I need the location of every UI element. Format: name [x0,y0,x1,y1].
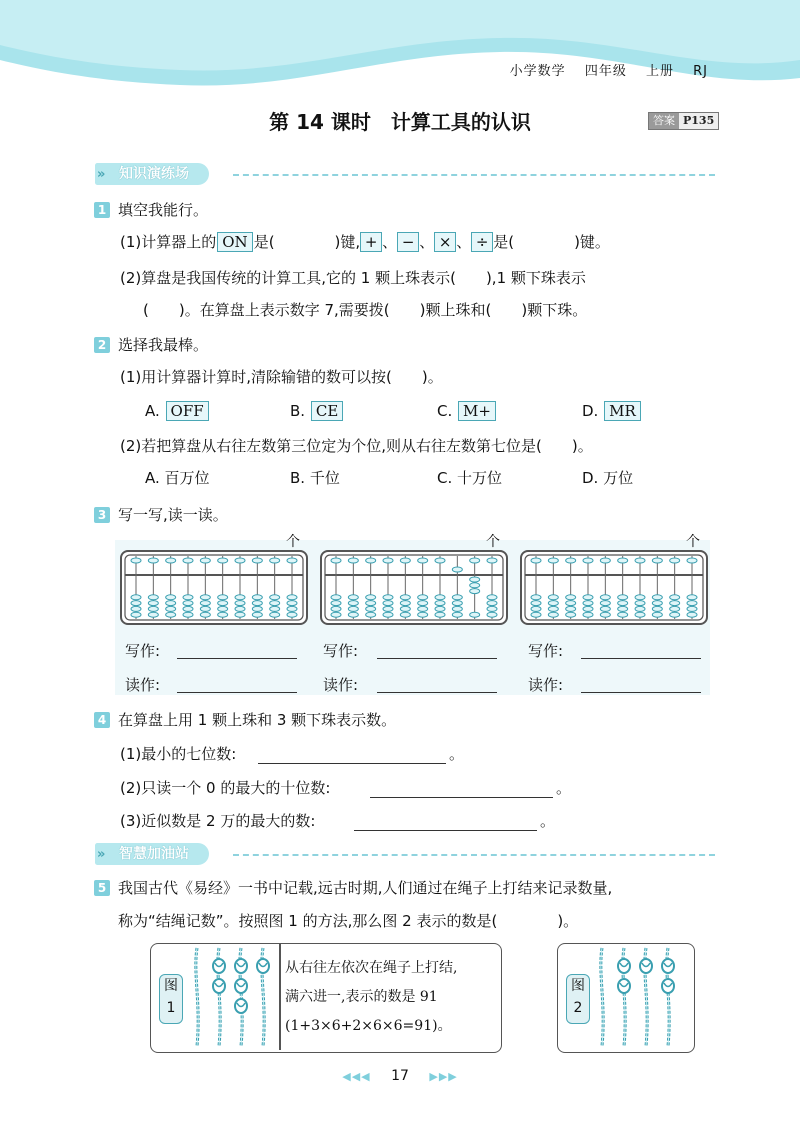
q5-line2: 称为“结绳记数”。按照图 1 的方法,那么图 2 表示的数是( )。 [118,912,579,930]
upper-bead [287,558,297,563]
lower-bead [366,601,376,606]
note-line: 从右往左依次在绳子上打结, [285,960,458,976]
figure-2 [557,943,695,1053]
lower-bead [600,601,610,606]
lower-bead [687,595,697,600]
lower-bead [487,606,497,611]
lower-bead [270,595,280,600]
figure-1-ropes [185,944,285,1050]
lower-bead [566,612,576,617]
write-label: 写作: [528,642,564,660]
lower-bead [235,601,245,606]
figure-2-ropes [590,944,690,1050]
period: 。 [556,779,572,797]
lower-bead [470,577,480,582]
lower-bead [670,612,680,617]
write-line[interactable] [177,658,297,659]
lower-bead [435,601,445,606]
upper-bead [600,558,610,563]
lower-bead [183,612,193,617]
lower-bead [252,612,262,617]
write-label: 写作: [125,642,161,660]
answer-line[interactable] [354,830,537,831]
lower-bead [348,595,358,600]
q2-p2-option-a[interactable]: A. 百万位 [145,469,210,487]
write-label: 写作: [323,642,359,660]
volume: 上册 [645,64,674,79]
lower-bead [131,595,141,600]
lower-bead [348,606,358,611]
section-title-practice: 知识演练场 [95,163,209,185]
lower-bead [166,601,176,606]
lower-bead [348,612,358,617]
lower-bead [452,606,462,611]
lower-bead [366,612,376,617]
lower-bead [148,606,158,611]
lower-bead [366,595,376,600]
upper-bead [183,558,193,563]
lower-bead [148,612,158,617]
lower-bead [331,612,341,617]
upper-bead [618,558,628,563]
read-line[interactable] [177,692,297,693]
read-label: 读作: [323,676,359,694]
lower-bead [600,612,610,617]
lower-bead [452,612,462,617]
upper-bead [670,558,680,563]
upper-bead [148,558,158,563]
abacus-area [115,540,710,695]
ones-place-label: 个 [286,534,300,550]
left-arrows-icon: ◀◀◀ [342,1070,371,1083]
lower-bead [148,601,158,606]
lower-bead [218,601,228,606]
on-key: ON [217,232,252,252]
option-letter: A. [145,402,160,420]
lower-bead [687,601,697,606]
option-letter: D. [582,402,599,420]
lower-bead [470,589,480,594]
chevron-right-icon: » [97,847,106,862]
knots-figures [150,943,695,1055]
q2-option-c[interactable] [437,401,497,421]
lower-bead [131,601,141,606]
lower-bead [252,595,262,600]
upper-bead [635,558,645,563]
lower-bead [583,601,593,606]
upper-bead [348,558,358,563]
ce-key: CE [311,401,343,421]
lower-bead [470,612,480,617]
lower-bead [583,606,593,611]
subject: 小学数学 [509,64,566,79]
upper-bead [331,558,341,563]
read-line[interactable] [581,692,701,693]
figure-1 [150,943,502,1053]
lower-bead [487,601,497,606]
lower-bead [270,606,280,611]
q1-title: 填空我能行。 [118,201,209,219]
lower-bead [470,583,480,588]
lower-bead [287,595,297,600]
read-label: 读作: [125,676,161,694]
right-arrows-icon: ▶▶▶ [429,1070,458,1083]
q5-line1: 我国古代《易经》一书中记载,远古时期,人们通过在绳子上打结来记录数量, [118,879,613,897]
write-line[interactable] [581,658,701,659]
lower-bead [331,606,341,611]
lower-bead [331,601,341,606]
lower-bead [652,612,662,617]
period: 。 [449,745,465,763]
lower-bead [418,601,428,606]
lower-bead [635,612,645,617]
upper-bead [452,567,462,572]
abacus-2 [320,550,508,625]
figure-1-note [285,954,495,1041]
upper-bead [400,558,410,563]
upper-bead [270,558,280,563]
q1-part1-text-a: (1)计算器上的 [120,233,217,251]
lower-bead [435,595,445,600]
q1-part1-text-c: 是( )键。 [493,233,610,251]
lower-bead [435,606,445,611]
lower-bead [183,595,193,600]
lower-bead [348,601,358,606]
ones-place-label: 个 [486,534,500,550]
ones-place-label: 个 [686,534,700,550]
lower-bead [383,606,393,611]
lower-bead [148,595,158,600]
grade: 四年级 [584,64,627,79]
lower-bead [670,595,680,600]
lower-bead [235,612,245,617]
lower-bead [418,606,428,611]
upper-bead [548,558,558,563]
lower-bead [166,595,176,600]
upper-bead [252,558,262,563]
lower-bead [487,612,497,617]
lower-bead [383,612,393,617]
upper-bead [566,558,576,563]
q4-part2: (2)只读一个 0 的最大的十位数: [120,779,331,797]
question-number: 2 [94,337,110,353]
page-footer [0,1068,800,1084]
minus-key: − [397,232,419,252]
answer-line[interactable] [258,763,446,764]
read-line[interactable] [377,692,497,693]
lower-bead [687,612,697,617]
lower-bead [400,606,410,611]
lower-bead [400,601,410,606]
lower-bead [452,595,462,600]
lower-bead [452,601,462,606]
q2-part2: (2)若把算盘从右往左数第三位定为个位,则从右往左数第七位是( )。 [120,437,593,455]
lower-bead [652,601,662,606]
upper-bead [652,558,662,563]
q2-p2-option-d[interactable]: D. 万位 [582,469,634,487]
q3-title: 写一写,读一读。 [118,506,228,524]
q1-part1: (1)计算器上的 ON 是( )键, + 、 − 、 × 、 ÷ 是( )键。 [120,233,610,251]
read-label: 读作: [528,676,564,694]
lower-bead [531,606,541,611]
lower-bead [635,595,645,600]
lower-bead [618,595,628,600]
lower-bead [635,601,645,606]
q1-part1-text-b: 是( )键, [253,233,361,251]
q1-part2-line2: ( )。在算盘上表示数字 7,需要拨( )颗上珠和( )颗下珠。 [143,301,588,319]
question-number: 1 [94,202,110,218]
upper-bead [418,558,428,563]
lower-bead [218,612,228,617]
lower-bead [383,595,393,600]
lower-bead [200,601,210,606]
lower-bead [200,595,210,600]
lower-bead [548,606,558,611]
m-plus-key: M+ [458,401,496,421]
multiply-key: × [434,232,456,252]
q4-part1: (1)最小的七位数: [120,745,237,763]
answer-tag[interactable] [648,112,719,130]
section-banner-challenge [95,843,715,867]
lesson-title: 第 14 课时 计算工具的认识 [269,110,531,134]
figure-2-label: 图 2 [566,974,590,1024]
lower-bead [331,595,341,600]
lower-bead [583,612,593,617]
note-line: (1+3×6+2×6×6=91)。 [285,1018,452,1034]
q2-p2-option-c[interactable]: C. 十万位 [437,469,503,487]
edition: RJ [693,64,708,79]
dashed-divider [233,174,715,176]
lower-bead [531,601,541,606]
lower-bead [183,606,193,611]
section-title-challenge: 智慧加油站 [95,843,209,865]
upper-bead [583,558,593,563]
abacus-3 [520,550,708,625]
upper-bead [531,558,541,563]
lower-bead [200,606,210,611]
q4-title: 在算盘上用 1 颗上珠和 3 颗下珠表示数。 [118,711,397,729]
lower-bead [287,601,297,606]
upper-bead [366,558,376,563]
upper-bead [435,558,445,563]
lower-bead [131,612,141,617]
figure-divider [279,944,281,1050]
upper-bead [687,558,697,563]
lower-bead [566,595,576,600]
lower-bead [252,601,262,606]
figure-1-label: 图 1 [159,974,183,1024]
lower-bead [418,612,428,617]
question-number: 5 [94,880,110,896]
q2-option-a[interactable] [145,401,210,421]
lower-bead [252,606,262,611]
lower-bead [670,601,680,606]
answer-label: 答案 [649,113,679,129]
header-wave [0,0,800,95]
question-number: 3 [94,507,110,523]
lower-bead [652,595,662,600]
lower-bead [566,601,576,606]
option-letter: B. [290,402,306,420]
lower-bead [166,612,176,617]
lower-bead [548,595,558,600]
chevron-right-icon: » [97,167,106,182]
question-number: 4 [94,712,110,728]
lower-bead [687,606,697,611]
q1-part2-line1: (2)算盘是我国传统的计算工具,它的 1 颗上珠表示( ),1 颗下珠表示 [120,269,586,287]
lower-bead [235,595,245,600]
lower-bead [400,595,410,600]
q2-title: 选择我最棒。 [118,336,209,354]
upper-bead [235,558,245,563]
lower-bead [531,595,541,600]
lower-bead [548,601,558,606]
lower-bead [600,606,610,611]
write-line[interactable] [377,658,497,659]
lower-bead [218,606,228,611]
dashed-divider [233,854,715,856]
lower-bead [618,606,628,611]
lower-bead [366,606,376,611]
q2-p2-option-b[interactable]: B. 千位 [290,469,340,487]
lower-bead [270,601,280,606]
lower-bead [287,612,297,617]
abacus-1 [120,550,308,625]
section-banner-practice [95,163,715,187]
lower-bead [635,606,645,611]
plus-key: + [360,232,382,252]
lower-bead [583,595,593,600]
lower-bead [383,601,393,606]
mr-key: MR [604,401,641,421]
upper-bead [383,558,393,563]
lower-bead [435,612,445,617]
lower-bead [183,601,193,606]
option-letter: C. [437,402,453,420]
upper-bead [470,558,480,563]
lower-bead [618,612,628,617]
lower-bead [287,606,297,611]
lower-bead [670,606,680,611]
page-number: 17 [391,1068,409,1084]
upper-bead [487,558,497,563]
lower-bead [548,612,558,617]
answer-line[interactable] [370,797,553,798]
lower-bead [218,595,228,600]
off-key: OFF [166,401,209,421]
lower-bead [600,595,610,600]
lower-bead [531,612,541,617]
answer-page: P135 [679,113,718,129]
period: 。 [540,812,556,830]
lower-bead [652,606,662,611]
q2-option-d[interactable] [582,401,642,421]
lower-bead [131,606,141,611]
lower-bead [487,595,497,600]
lower-bead [566,606,576,611]
q2-option-b[interactable] [290,401,344,421]
note-line: 满六进一,表示的数是 91 [285,989,438,1005]
upper-bead [218,558,228,563]
lower-bead [166,606,176,611]
lower-bead [400,612,410,617]
upper-bead [200,558,210,563]
lower-bead [418,595,428,600]
divide-key: ÷ [471,232,493,252]
lower-bead [270,612,280,617]
header-meta [496,60,708,79]
upper-bead [131,558,141,563]
q4-part3: (3)近似数是 2 万的最大的数: [120,812,316,830]
q2-part1: (1)用计算器计算时,清除输错的数可以按( )。 [120,368,443,386]
upper-bead [166,558,176,563]
lower-bead [618,601,628,606]
lower-bead [235,606,245,611]
lower-bead [200,612,210,617]
